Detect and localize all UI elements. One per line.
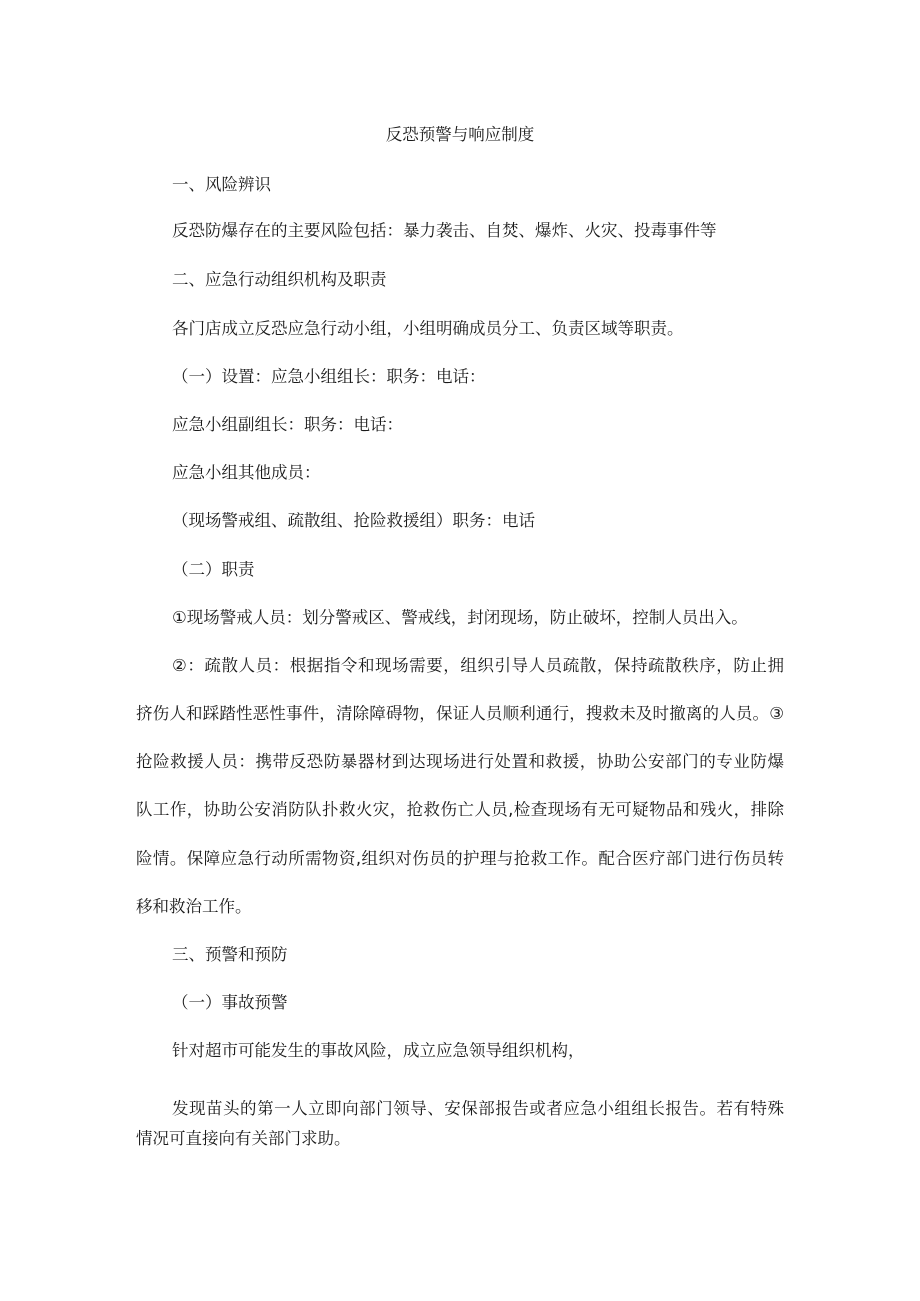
- document-title: 反恐预警与响应制度: [385, 125, 535, 144]
- duty-guard: ①现场警戒人员：划分警戒区、警戒线，封闭现场，防止破坏，控制人员出入。: [172, 608, 748, 627]
- setup-members-line: 应急小组其他成员：: [172, 463, 321, 482]
- setup-deputy-line: 应急小组副组长：职务：电话：: [172, 415, 403, 434]
- setup-groups-line: （现场警戒组、疏散组、抢险救援组）职务：电话: [172, 511, 535, 530]
- section-heading-warning: 三、预警和预防: [172, 945, 288, 964]
- duty-rescue-line-4: 移和救治工作。: [136, 897, 252, 916]
- section-heading-risk: 一、风险辨识: [172, 175, 271, 194]
- duties-heading: （二）职责: [172, 560, 255, 579]
- setup-leader-line: （一）设置：应急小组组长：职务：电话：: [172, 367, 486, 386]
- duty-rescue-line-1: 抢险救援人员：携带反恐防暴器材到达现场进行处置和救援，协助公安部门的专业防爆: [136, 752, 784, 771]
- duty-rescue-line-2: 队工作，协助公安消防队扑救火灾，抢救伤亡人员,检查现场有无可疑物品和残火，排除: [136, 800, 784, 819]
- section-heading-organization: 二、应急行动组织机构及职责: [172, 270, 387, 289]
- duty-rescue-line-3: 险情。保障应急行动所需物资,组织对伤员的护理与抢救工作。配合医疗部门进行伤员转: [136, 849, 784, 868]
- duty-evacuation-line-1: ②：疏散人员：根据指令和现场需要，组织引导人员疏散，保持疏散秩序，防止拥: [172, 656, 784, 675]
- duty-evacuation-line-2: 挤伤人和踩踏性恶性事件，清除障碍物，保证人员顺利通行，搜救未及时撤离的人员。③: [136, 704, 784, 723]
- paragraph-team: 各门店成立反恐应急行动小组，小组明确成员分工、负责区域等职责。: [172, 319, 684, 338]
- paragraph-risks: 反恐防爆存在的主要风险包括：暴力袭击、自焚、爆炸、火灾、投毒事件等: [172, 221, 717, 240]
- warning-subheading: （一）事故预警: [172, 993, 288, 1012]
- warning-paragraph: 针对超市可能发生的事故风险，成立应急领导组织机构，: [172, 1041, 585, 1060]
- warning-report-line-2: 情况可直接向有关部门求助。: [136, 1129, 351, 1148]
- warning-report-line-1: 发现苗头的第一人立即向部门领导、安保部报告或者应急小组组长报告。若有特殊: [172, 1099, 784, 1118]
